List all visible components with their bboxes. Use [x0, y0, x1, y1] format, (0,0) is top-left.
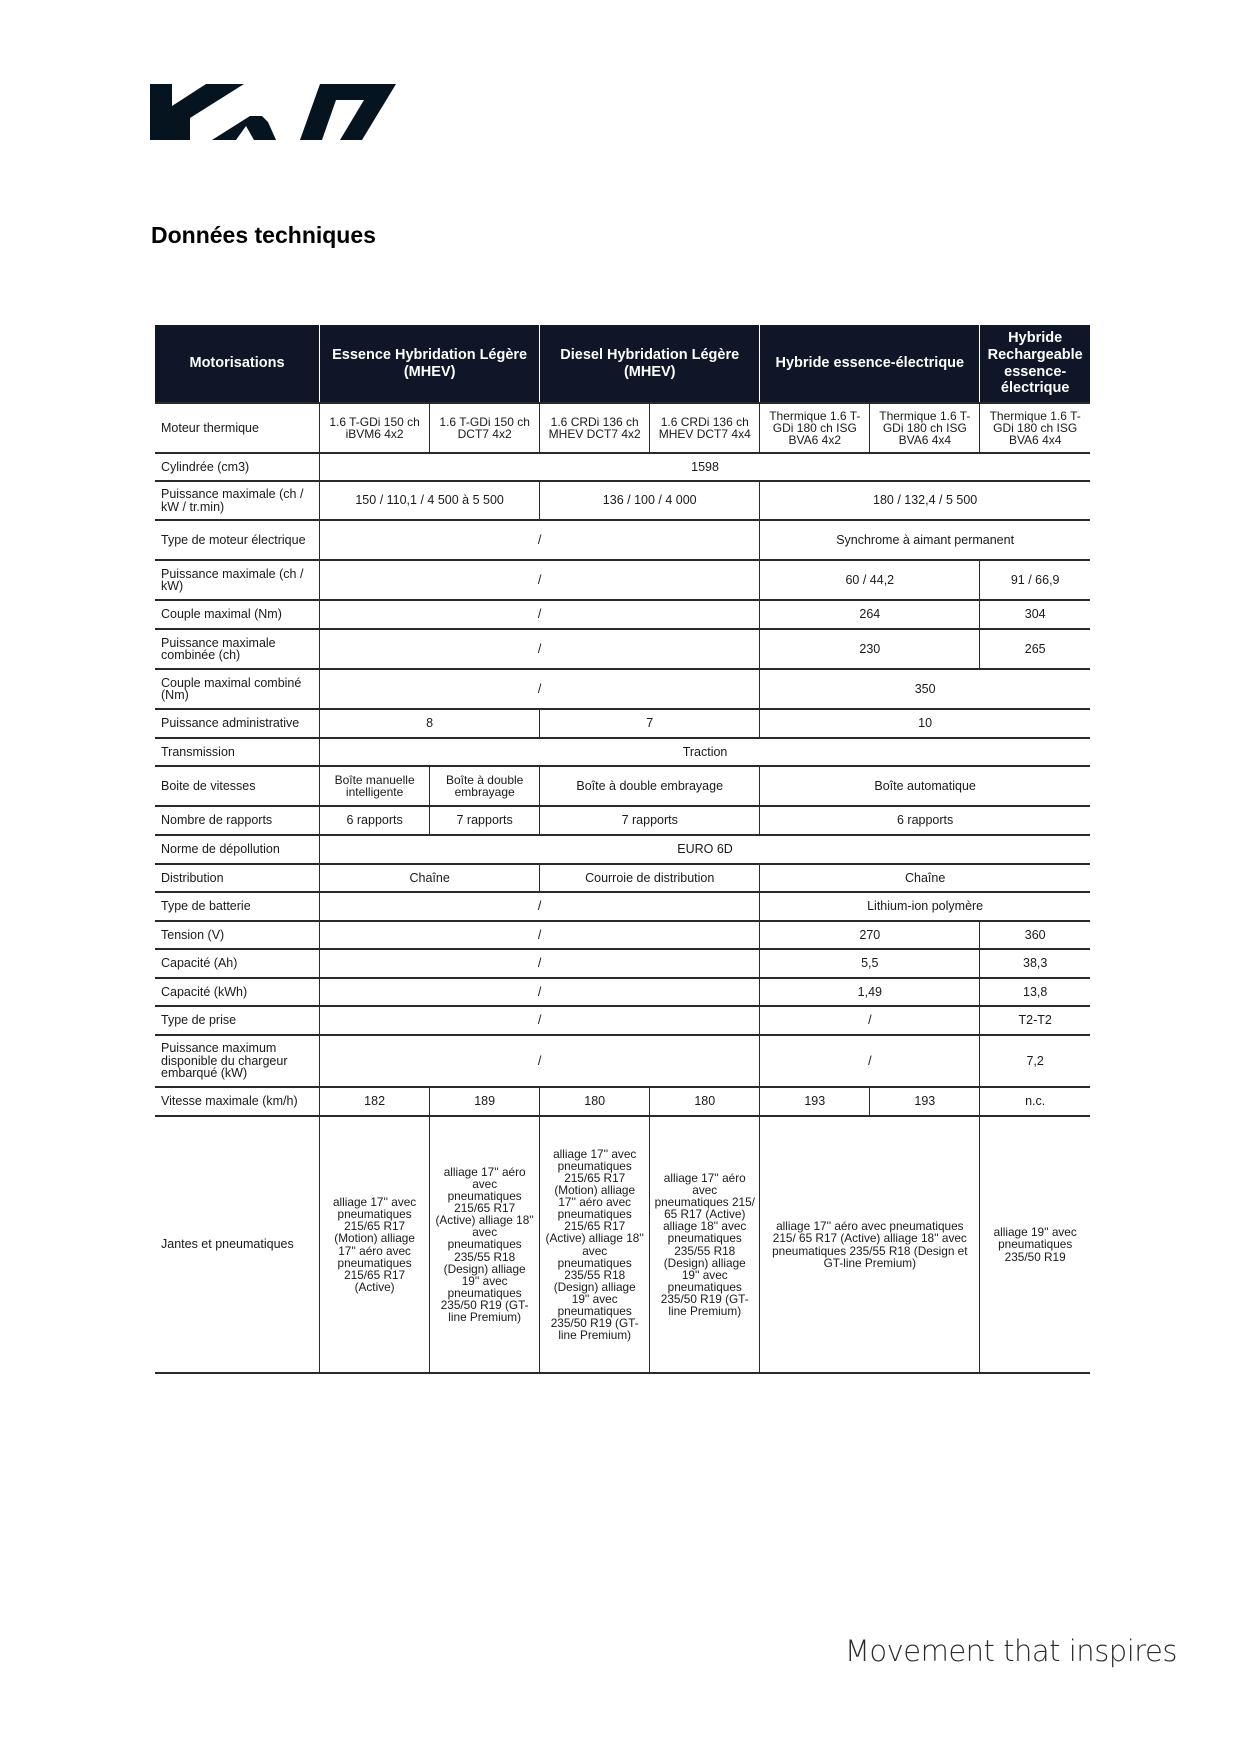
row-puissance-maximale — [155, 481, 1090, 520]
row-couple-maximal — [155, 600, 1090, 629]
row-puissance-maximale-elec — [155, 560, 1090, 600]
cell: / — [320, 600, 760, 629]
cell: 7 rapports — [430, 806, 540, 835]
row-label: Boite de vitesses — [155, 766, 320, 806]
row-label: Jantes et pneumatiques — [155, 1116, 320, 1373]
cell: 1598 — [320, 453, 1090, 481]
header-motorisations: Motorisations — [155, 325, 320, 403]
brand-tagline: Movement that inspires — [844, 1634, 1177, 1668]
cell: 1.6 T-GDi 150 ch DCT7 4x2 — [430, 403, 540, 453]
cell: / — [320, 921, 760, 949]
cell: alliage 17'' aéro avec pneumatiques 215/ 65 R17 (Active) alliage 18'' avec pneumatiques 235/55 R18 (Design) alliage 19'' avec pneumatiques 235/50 R19 (GT-line Premium) — [650, 1116, 760, 1373]
page-title: Données techniques — [151, 222, 376, 248]
cell: 304 — [980, 600, 1090, 629]
row-label: Nombre de rapports — [155, 806, 320, 835]
row-label: Distribution — [155, 864, 320, 892]
table-header-row — [155, 325, 1090, 403]
row-label: Puissance maximum disponible du chargeur embarqué (kW) — [155, 1035, 320, 1087]
cell: 189 — [430, 1087, 540, 1116]
cell: 10 — [760, 709, 1090, 738]
cell: Boîte manuelle intelligente — [320, 766, 430, 806]
cell: 265 — [980, 629, 1090, 669]
row-transmission — [155, 738, 1090, 766]
cell: / — [320, 949, 760, 978]
header-diesel-mhev: Diesel Hybridation Légère (MHEV) — [540, 325, 760, 403]
row-type-de-prise — [155, 1006, 1090, 1035]
cell: Boîte à double embrayage — [430, 766, 540, 806]
row-boite-de-vitesses — [155, 766, 1090, 806]
cell: 38,3 — [980, 949, 1090, 978]
cell: Chaîne — [760, 864, 1090, 892]
cell: 264 — [760, 600, 980, 629]
cell: 7 rapports — [540, 806, 760, 835]
row-label: Puissance maximale combinée (ch) — [155, 629, 320, 669]
cell: alliage 17'' avec pneumatiques 215/65 R17 (Motion) alliage 17'' aéro avec pneumatiques 215/65 R17 (Active) — [320, 1116, 430, 1373]
cell: 350 — [760, 669, 1090, 709]
cell: / — [320, 978, 760, 1006]
cell: 13,8 — [980, 978, 1090, 1006]
cell: 193 — [760, 1087, 870, 1116]
cell: 1.6 CRDi 136 ch MHEV DCT7 4x2 — [540, 403, 650, 453]
cell: / — [320, 1006, 760, 1035]
cell: 6 rapports — [760, 806, 1090, 835]
row-capacite-ah — [155, 949, 1090, 978]
cell: / — [320, 892, 760, 921]
row-distribution — [155, 864, 1090, 892]
cell: alliage 17'' aéro avec pneumatiques 215/65 R17 (Active) alliage 18'' avec pneumatiques 235/55 R18 (Design) alliage 19'' avec pneumatiques 235/50 R19 (GT-line Premium) — [430, 1116, 540, 1373]
row-label: Type de prise — [155, 1006, 320, 1035]
cell: 91 / 66,9 — [980, 560, 1090, 600]
row-label: Capacité (Ah) — [155, 949, 320, 978]
row-label: Puissance administrative — [155, 709, 320, 738]
row-tension — [155, 921, 1090, 949]
cell: Synchrome à aimant permanent — [760, 520, 1090, 560]
cell: 270 — [760, 921, 980, 949]
row-puissance-chargeur — [155, 1035, 1090, 1087]
cell: Courroie de distribution — [540, 864, 760, 892]
header-essence-mhev: Essence Hybridation Légère (MHEV) — [320, 325, 540, 403]
cell: / — [760, 1006, 980, 1035]
header-hybride: Hybride essence-électrique — [760, 325, 980, 403]
technical-data-table — [155, 325, 1090, 1374]
row-label: Moteur thermique — [155, 403, 320, 453]
row-label: Couple maximal combiné (Nm) — [155, 669, 320, 709]
row-label: Tension (V) — [155, 921, 320, 949]
cell: 60 / 44,2 — [760, 560, 980, 600]
row-label: Norme de dépollution — [155, 835, 320, 864]
row-vitesse-maximale — [155, 1087, 1090, 1116]
kia-logo — [150, 80, 396, 140]
row-puissance-combinee — [155, 629, 1090, 669]
cell: 1,49 — [760, 978, 980, 1006]
row-type-moteur-electrique — [155, 520, 1090, 560]
cell: Boîte à double embrayage — [540, 766, 760, 806]
cell: EURO 6D — [320, 835, 1090, 864]
row-label: Transmission — [155, 738, 320, 766]
row-nombre-de-rapports — [155, 806, 1090, 835]
row-label: Puissance maximale (ch / kW) — [155, 560, 320, 600]
cell: 1.6 CRDi 136 ch MHEV DCT7 4x4 — [650, 403, 760, 453]
row-label: Type de batterie — [155, 892, 320, 921]
row-type-de-batterie — [155, 892, 1090, 921]
cell: / — [320, 1035, 760, 1087]
cell: Traction — [320, 738, 1090, 766]
cell: Thermique 1.6 T-GDi 180 ch ISG BVA6 4x2 — [760, 403, 870, 453]
cell: 136 / 100 / 4 000 — [540, 481, 760, 520]
cell: Thermique 1.6 T-GDi 180 ch ISG BVA6 4x4 — [870, 403, 980, 453]
cell: 182 — [320, 1087, 430, 1116]
row-norme-depollution — [155, 835, 1090, 864]
cell: 8 — [320, 709, 540, 738]
cell: 193 — [870, 1087, 980, 1116]
cell: 7,2 — [980, 1035, 1090, 1087]
cell: 180 — [650, 1087, 760, 1116]
row-label: Couple maximal (Nm) — [155, 600, 320, 629]
row-capacite-kwh — [155, 978, 1090, 1006]
cell: T2-T2 — [980, 1006, 1090, 1035]
cell: Lithium-ion polymère — [760, 892, 1090, 921]
cell: / — [320, 669, 760, 709]
cell: alliage 17'' avec pneumatiques 215/65 R17 (Motion) alliage 17'' aéro avec pneumatiques 215/65 R17 (Active) alliage 18'' avec pneumatiques 235/55 R18 (Design) alliage 19'' avec pneumatiques 235/50 R19 (GT-line Premium) — [540, 1116, 650, 1373]
cell: 180 — [540, 1087, 650, 1116]
cell: 1.6 T-GDi 150 ch iBVM6 4x2 — [320, 403, 430, 453]
row-label: Type de moteur électrique — [155, 520, 320, 560]
cell: Boîte automatique — [760, 766, 1090, 806]
cell: 5,5 — [760, 949, 980, 978]
cell: / — [760, 1035, 980, 1087]
cell: / — [320, 629, 760, 669]
header-hybride-rechargeable: Hybride Rechargeable essence-électrique — [980, 325, 1090, 403]
cell: alliage 19'' avec pneumatiques 235/50 R19 — [980, 1116, 1090, 1373]
cell: Thermique 1.6 T-GDi 180 ch ISG BVA6 4x4 — [980, 403, 1090, 453]
row-couple-combine — [155, 669, 1090, 709]
cell: 360 — [980, 921, 1090, 949]
row-cylindree — [155, 453, 1090, 481]
cell: 150 / 110,1 / 4 500 à 5 500 — [320, 481, 540, 520]
cell: / — [320, 520, 760, 560]
row-label: Cylindrée (cm3) — [155, 453, 320, 481]
row-puissance-administrative — [155, 709, 1090, 738]
cell: 7 — [540, 709, 760, 738]
row-label: Capacité (kWh) — [155, 978, 320, 1006]
row-moteur-thermique — [155, 403, 1090, 453]
cell: 180 / 132,4 / 5 500 — [760, 481, 1090, 520]
row-jantes-pneumatiques — [155, 1116, 1090, 1373]
cell: / — [320, 560, 760, 600]
row-label: Puissance maximale (ch / kW / tr.min) — [155, 481, 320, 520]
cell: Chaîne — [320, 864, 540, 892]
cell: 230 — [760, 629, 980, 669]
cell: alliage 17'' aéro avec pneumatiques 215/ 65 R17 (Active) alliage 18'' avec pneumatiques 235/55 R18 (Design et GT-line Premium) — [760, 1116, 980, 1373]
cell: n.c. — [980, 1087, 1090, 1116]
cell: 6 rapports — [320, 806, 430, 835]
row-label: Vitesse maximale (km/h) — [155, 1087, 320, 1116]
